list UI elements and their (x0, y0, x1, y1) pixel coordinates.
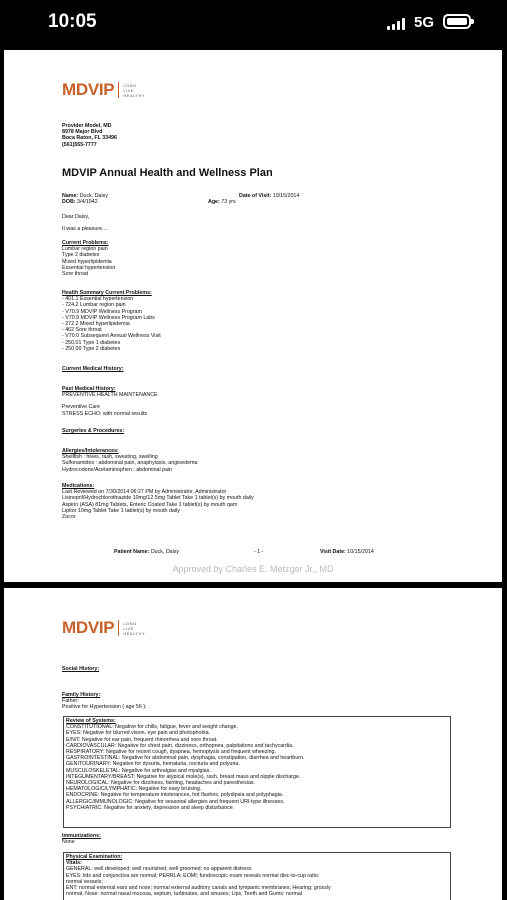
list-item: Father: (62, 698, 79, 705)
greeting: Dear Daisy, (62, 214, 90, 220)
list-item: - V70.9 MDVIP Wellness Program (62, 308, 142, 315)
logo-tag-1: LONG (123, 82, 137, 88)
review-of-systems-heading: Review of Systems: (66, 718, 116, 724)
list-item: CONSTITUTIONAL: Negative for chills, fatigue, fever and weight change. (66, 724, 238, 731)
surgeries-heading: Surgeries & Procedures: (62, 428, 125, 434)
health-summary-section (62, 290, 161, 352)
medications-heading: Medications: (62, 483, 95, 489)
current-problems-heading: Current Problems: (62, 240, 109, 246)
list-item: None (62, 839, 75, 846)
logo-tag-2: LIVE (123, 625, 135, 631)
list-item: NEUROLOGICAL: Negative for dizziness, fainting, headaches and paresthesias. (66, 780, 256, 787)
logo-tag-2: LIVE (123, 87, 135, 93)
list-item: EYES: lids and conjunctiva are normal; PERRLA; EOMI; fundoscopic exam reveals normal disc-to-cup ratio; (66, 872, 320, 879)
social-history-heading: Social History: (62, 666, 100, 672)
list-item: HEMATOLOGIC/LYMPHATIC: Negative for easy bruising. (66, 786, 202, 793)
list-item: INTEGUMENTARY/BREAST: Negative for atypical mole(s), rash, breast mass and nipple discharge. (66, 773, 301, 780)
physical-exam-heading: Physical Examination: (66, 854, 123, 860)
patient-dob: 3/4/1942 (77, 199, 98, 205)
list-item: - 250.01 Type 1 diabetes (62, 339, 121, 346)
page-number: - 1 - (254, 549, 264, 555)
approval-watermark: Approved by Charles E. Metzger Jr., MD (172, 564, 334, 574)
logo-tag-3: HEALTHY (123, 92, 145, 98)
physical-exam-section (66, 854, 331, 897)
footer-visit-label: Visit Date: (320, 549, 346, 555)
provider-name: Provider Model, MD (62, 123, 112, 129)
provider-address-1: 8978 Major Blvd (62, 129, 103, 136)
list-item: - 272.2 Mixed hyperlipidemia (62, 321, 130, 328)
list-item: ENT: normal external ears and nose; normal external auditory canals and tympanic membranes; Hearing: grossly (66, 885, 331, 892)
list-item: Essential hypertension (62, 264, 116, 271)
provider-block (62, 123, 117, 148)
intro-text: It was a pleasure.... (62, 226, 108, 232)
list-item: PREVENTIVE HEALTH MAINTENANCE (62, 392, 158, 399)
list-item: GENITOURINARY: Negative for dysuria, hematuria, nocturia and polyuria. (66, 761, 240, 768)
list-item: Mixed hyperlipidemia (62, 258, 112, 265)
visit-label: Date of Visit: (239, 193, 272, 199)
signal-icon (387, 18, 409, 30)
family-history-section (62, 692, 147, 711)
list-item: GASTROINTESTINAL: Negative for abdominal pain, dysphagia, constipation, diarrhea and heartburn. (66, 755, 305, 762)
list-item: - 724.2 Lumbar region pain (62, 302, 126, 309)
status-time: 10:05 (48, 11, 97, 32)
provider-address-2: Boca Raton, FL 33496 (62, 135, 117, 142)
patient-dob-row (62, 199, 98, 205)
footer-patient (114, 549, 179, 555)
list-item: Positive for Hypertension ( age 56 ); (62, 704, 147, 711)
list-item: STRESS ECHO: with normal results (62, 410, 148, 417)
document-page-2[interactable] (4, 588, 502, 900)
vitals-label: Vitals: (66, 860, 82, 867)
visit-date: 10/15/2014 (272, 193, 300, 199)
current-medical-history-heading: Current Medical History: (62, 366, 124, 372)
medications-section (62, 483, 254, 520)
allergies-heading: Allergies/Intolerances: (62, 448, 119, 454)
list-item: - 401.1 Essential hypertension (62, 296, 134, 303)
page-title: MDVIP Annual Health and Wellness Plan (62, 167, 273, 179)
list-item: EYES: Negative for blurred vision, eye pain and photophobia. (66, 730, 210, 737)
footer-patient-label: Patient Name: (114, 549, 150, 555)
name-label: Name: (62, 193, 79, 199)
list-item: - 250.00 Type 2 diabetes (62, 345, 121, 352)
list-item: ALLERGIC/IMMUNOLOGIC: Negative for seasonal allergies and frequent URI-type illnesses. (66, 798, 285, 805)
patient-age: 73 yrs (221, 199, 236, 205)
list-item: Sulfonamides : abdominal pain, anaphylaxis, angioedema (62, 460, 198, 467)
provider-phone: (561)555-7777 (62, 141, 97, 148)
past-medical-history-heading: Past Medical History: (62, 386, 116, 392)
list-item: GENERAL: well developed; well nourished; well groomed; no apparent distress (66, 866, 252, 873)
past-medical-history-section (62, 386, 158, 417)
list-item: Aspirin (ASA) 81mg Tablets, Enteric Coated Take 1 tablet(s) by mouth qam (62, 501, 238, 508)
health-summary-heading: Health Summary Current Problems: (62, 290, 152, 296)
logo-word: MDVIP (62, 618, 115, 637)
list-item: Sore throat (62, 271, 89, 278)
document-page-1[interactable] (4, 50, 502, 582)
list-item: Last Reviewed on 7/30/2014 06:27 PM by Administrator, Administrator (62, 489, 227, 496)
network-label: 5G (414, 14, 435, 31)
review-of-systems-section (66, 718, 305, 811)
family-history-heading: Family History: (62, 692, 101, 698)
logo-tag-3: HEALTHY (123, 630, 145, 636)
list-item: RESPIRATORY: Negative for recent cough, dyspnea, hemoptysis and frequent wheezing. (66, 749, 276, 756)
list-item: Lumbar region pain (62, 246, 108, 253)
logo-tag-1: LONG (123, 620, 137, 626)
footer-visit (320, 549, 374, 555)
immunizations-section (62, 833, 101, 845)
current-problems-section (62, 240, 115, 277)
list-item: PSYCHIATRIC: Negative for anxiety, depression and sleep disturbance. (66, 804, 235, 811)
list-item: Zocor (62, 514, 76, 521)
mdvip-logo (62, 618, 145, 638)
visit-date-row (239, 193, 299, 199)
list-item: E/N/T: Negative for ear pain, frequent rhinorrhea and sore throat. (66, 736, 218, 743)
list-item: ENDOCRINE: Negative for temperature intolerances, hot flashes, polydipsia and polyphagia. (66, 792, 284, 799)
list-item: Preventive Care (62, 404, 100, 411)
mdvip-logo (62, 80, 145, 100)
allergies-section (62, 448, 197, 473)
list-item: Hydrocodone/Acetaminophen : abdominal pain (62, 466, 173, 473)
list-item: MUSCULOSKELETAL: Negative for arthralgias and myalgias. (66, 767, 211, 774)
footer-visit-date: 10/15/2014 (347, 549, 374, 555)
list-item: normal; Nose: normal nasal mucosa, septum, turbinates, and sinuses; Lips, Teeth and Gums: normal (66, 891, 303, 898)
list-item: CARDIOVASCULAR: Negative for chest pain, dizziness, orthopnea, palpitations and tachycardia. (66, 742, 294, 749)
logo-word: MDVIP (62, 80, 115, 99)
list-item: Lipitor 10mg Tablet Take 1 tablet(s) by mouth daily (62, 507, 180, 514)
list-item: - V70.0 Subsequent Annual Wellness Visit (62, 333, 161, 340)
age-row (208, 199, 236, 205)
list-item: Lisinopril/Hydrochlorothiazide 10mg/12.5mg Tablet Take 1 tablet(s) by mouth daily (62, 495, 254, 502)
dob-label: DOB: (62, 199, 76, 205)
patient-name: Duck, Daisy (79, 193, 108, 199)
list-item: - V70.9 MDVIP Wellness Program Labs (62, 314, 155, 321)
age-label: Age: (208, 199, 220, 205)
immunizations-heading: Immunizations: (62, 833, 101, 839)
list-item: Shellfish : hives, rash, sweating, swelling (62, 454, 158, 461)
status-bar (0, 0, 507, 48)
footer-patient-name: Duck, Daisy (150, 549, 180, 555)
list-item: normal vessels; (66, 878, 103, 885)
list-item: Type 2 diabetes (62, 252, 100, 259)
battery-icon (443, 14, 471, 29)
list-item: - 462 Sore throat (62, 327, 102, 334)
